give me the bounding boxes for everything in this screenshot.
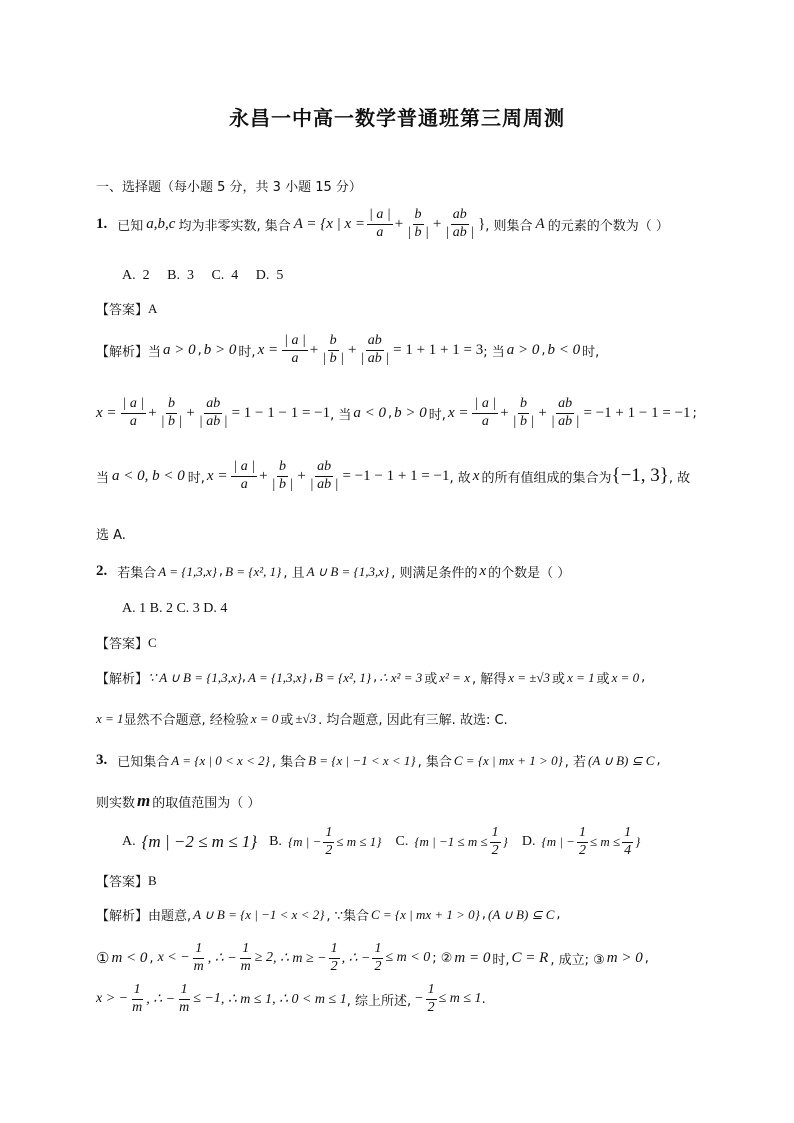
math-text: 时, xyxy=(582,344,600,360)
math-text: } xyxy=(502,834,508,850)
math-text: 若集合 xyxy=(117,566,157,581)
math-text: , xyxy=(641,670,646,685)
math-text: 由题意, xyxy=(148,909,192,924)
math-text: , xyxy=(656,753,661,768)
q2-options: A. 1 B. 2 C. 3 D. 4 xyxy=(122,601,228,616)
q1-options: A. 2 B. 3 C. 4 D. 5 xyxy=(122,268,284,283)
math-text: 则实数 xyxy=(96,795,136,811)
math-text: , 当 xyxy=(330,407,352,423)
math-text: | a | xyxy=(472,397,498,414)
math-text: 1 xyxy=(372,942,383,959)
math-text: | a | xyxy=(367,208,393,225)
math-text: + xyxy=(297,467,306,484)
math-text: b xyxy=(277,460,288,477)
math-text: C = {x | mx + 1 > 0} xyxy=(370,906,480,922)
math-text: ≤ m ≤ 1 xyxy=(438,991,482,1007)
q1-number: 1. xyxy=(96,215,108,232)
math-text: 1 xyxy=(132,983,143,1000)
math-text: x = ±√3 xyxy=(508,669,551,685)
math-text: a xyxy=(240,476,248,492)
fraction xyxy=(320,334,346,366)
math-text: a xyxy=(481,413,489,429)
math-text: 1 xyxy=(329,942,340,959)
fraction xyxy=(231,460,257,492)
math-text: , 集合 xyxy=(417,755,452,770)
fraction xyxy=(511,397,537,429)
math-text: m xyxy=(137,791,151,810)
math-text: m xyxy=(240,958,251,974)
math-text: a xyxy=(129,413,137,429)
math-text: , xyxy=(197,342,202,358)
math-text: 时, xyxy=(492,952,510,968)
math-text: a < 0, b < 0 xyxy=(112,467,185,484)
math-text: D. xyxy=(521,834,536,850)
answer-tag: 【答案】 xyxy=(96,875,149,890)
q2-analysis-line1 xyxy=(96,668,645,687)
q1-stem xyxy=(96,208,669,240)
math-text: | a | xyxy=(282,334,308,351)
q3-stem xyxy=(96,751,661,770)
math-text: ; 当 xyxy=(483,344,505,360)
math-text: m > 0 xyxy=(606,949,643,966)
math-text: x = xyxy=(447,404,469,421)
math-text: 的元素的个数为（ ） xyxy=(547,218,669,234)
math-text: , 若 xyxy=(564,755,587,770)
math-text: 2 xyxy=(578,842,586,858)
math-text: ① xyxy=(96,950,110,967)
math-text: b xyxy=(518,397,529,414)
q1-analysis-line2 xyxy=(96,397,697,429)
math-text: = −1 + 1 − 1 = −1 xyxy=(583,404,691,421)
math-text: ≤ m < 0 xyxy=(385,950,431,966)
math-text: x = 0 xyxy=(250,710,279,726)
math-text: ab xyxy=(315,460,333,477)
answer-value: C xyxy=(148,634,157,650)
q1-text: 均为非零实数, 集合 xyxy=(178,218,291,234)
math-text: 显然不合题意, 经检验 xyxy=(123,713,249,728)
math-text: , ∴ − xyxy=(207,950,237,966)
math-text: b xyxy=(413,208,424,225)
math-text: A = {1,3,x} xyxy=(248,669,307,685)
math-text: , xyxy=(481,907,486,922)
math-text: b xyxy=(328,334,339,351)
q1-fraction xyxy=(405,208,431,240)
math-text: a < 0 xyxy=(353,404,387,421)
page-title: 永昌一中高一数学普通班第三周周测 xyxy=(229,106,565,130)
math-text: 的所有值组成的集合为 xyxy=(481,470,612,486)
fraction xyxy=(121,397,147,429)
math-text: , ∵集合 xyxy=(326,909,369,924)
math-text: 1 xyxy=(240,942,251,959)
math-text: ab xyxy=(366,334,384,351)
math-text: + xyxy=(259,467,268,484)
math-text: x = 1 xyxy=(96,710,124,726)
math-text: (A ∪ B) ⊆ C xyxy=(488,906,555,922)
math-text: 或 xyxy=(424,672,438,687)
fraction xyxy=(622,826,633,858)
answer-value: B xyxy=(148,872,157,888)
math-text: m xyxy=(132,999,143,1015)
fraction xyxy=(426,983,437,1015)
math-text: m xyxy=(193,958,204,974)
math-text: , 故 xyxy=(668,470,691,486)
math-text: b > 0 xyxy=(203,341,237,358)
math-text: ≤ m ≤ 1} xyxy=(336,834,382,850)
math-text: , xyxy=(556,907,561,922)
math-text: , 集合 xyxy=(271,755,307,770)
math-text: b xyxy=(166,397,177,414)
math-text: ∵ A ∪ B = {1,3,x} xyxy=(148,669,242,685)
math-text: 或 xyxy=(280,713,294,728)
math-text: 当 xyxy=(96,470,110,486)
fraction xyxy=(329,942,340,974)
math-text: ab xyxy=(204,397,222,414)
q1-fraction xyxy=(367,208,393,240)
math-text: m xyxy=(179,999,190,1015)
fraction xyxy=(372,942,383,974)
math-text: , xyxy=(373,670,378,685)
q3-analysis-line2 xyxy=(96,942,649,974)
math-text: 时, xyxy=(428,407,446,423)
math-text: x = xyxy=(206,467,228,484)
math-text: 的个数是（ ） xyxy=(488,566,571,581)
math-text: a xyxy=(291,350,299,366)
math-text: , 故 xyxy=(449,470,471,486)
math-text: 已知集合 xyxy=(117,755,170,770)
math-text: 当 xyxy=(148,344,162,360)
math-text: ≤ −1 xyxy=(193,991,221,1007)
math-text: | b | xyxy=(512,413,535,429)
math-text: , 综上所述, xyxy=(346,993,412,1009)
math-text: {m | − xyxy=(287,834,322,850)
math-text: 1 xyxy=(193,942,204,959)
math-text: (A ∪ B) ⊆ C xyxy=(588,752,655,768)
math-text: , 且 xyxy=(283,566,305,581)
math-text: B = {x | −1 < x < 1} xyxy=(308,752,416,768)
q1-fraction xyxy=(443,208,476,240)
q3-number: 3. xyxy=(96,752,108,768)
math-text: a xyxy=(376,224,384,240)
q1-analysis-line1 xyxy=(96,334,599,366)
math-text: 2 xyxy=(427,999,435,1015)
math-text: | ab | xyxy=(445,224,475,240)
math-text: C = {x | mx + 1 > 0} xyxy=(453,752,563,768)
math-text: A = {x | 0 < x < 2} xyxy=(171,752,270,768)
q1-answer xyxy=(96,299,157,318)
q2-analysis-line2 xyxy=(96,709,508,728)
math-text: . xyxy=(481,991,486,1007)
math-text: , ∴ − xyxy=(146,991,176,1007)
math-text: 1 xyxy=(577,826,588,843)
math-text: x² = x xyxy=(439,669,470,685)
q2-stem xyxy=(96,562,570,581)
math-text: B = {x², 1} xyxy=(225,563,282,579)
math-text: A = {1,3,x} xyxy=(158,563,217,579)
q1-set-lhs: A = {x | x = xyxy=(293,215,366,232)
math-text: , xyxy=(218,564,224,579)
math-text: {m | −2 ≤ m ≤ 1} xyxy=(141,832,258,852)
math-text: 或 xyxy=(552,672,566,687)
fraction xyxy=(323,826,334,858)
math-text: {m | −1 ≤ m ≤ xyxy=(414,834,488,850)
math-text: 或 xyxy=(596,672,610,687)
math-text: + xyxy=(432,215,442,232)
math-text: b < 0 xyxy=(547,341,581,358)
math-text: | a | xyxy=(231,460,257,477)
math-text: + xyxy=(538,404,547,421)
math-text: ≤ m ≤ xyxy=(589,834,621,850)
math-text: , ∴ m ≥ − xyxy=(272,950,327,966)
q3-analysis-line3 xyxy=(96,983,486,1015)
math-text: x < − xyxy=(157,950,190,966)
math-text: 2 xyxy=(491,842,499,858)
math-text: C. xyxy=(395,834,409,850)
q3-options xyxy=(122,826,640,858)
answer-value: A xyxy=(148,300,158,316)
math-text: C = R xyxy=(511,949,549,966)
fraction xyxy=(177,983,191,1015)
math-text: A. xyxy=(122,834,136,850)
math-text: x xyxy=(479,563,487,579)
analysis-tag: 【解析】 xyxy=(96,672,149,687)
math-text: = −1 − 1 + 1 = −1 xyxy=(342,467,450,484)
fraction xyxy=(192,942,206,974)
math-text: , 成立; ③ xyxy=(550,952,605,968)
q1-text: 已知 xyxy=(117,218,144,234)
math-text: ∴ x² = 3 xyxy=(379,669,423,685)
math-text: x = xyxy=(96,404,117,421)
q3-answer xyxy=(96,871,157,890)
math-text: 时, xyxy=(238,344,256,360)
math-text: x xyxy=(472,467,480,484)
q1-analysis-line4: 选 A. xyxy=(96,528,126,543)
math-text: , 则集合 xyxy=(485,218,533,234)
math-text: a > 0 xyxy=(506,341,540,358)
q1-vars: a,b,c xyxy=(146,215,176,232)
q2-number: 2. xyxy=(96,563,108,579)
math-text: ≥ 2 xyxy=(254,950,273,966)
math-text: , xyxy=(541,342,546,358)
math-text: x = 0 xyxy=(611,669,640,685)
math-text: = 1 − 1 − 1 = −1 xyxy=(231,404,331,421)
math-text: A ∪ B = {1,3,x} xyxy=(306,563,390,579)
math-text: A xyxy=(535,215,545,232)
math-text: | ab | xyxy=(309,476,339,492)
fraction xyxy=(197,397,230,429)
math-text: 2 xyxy=(325,842,333,858)
math-text: + xyxy=(309,341,319,358)
math-text: 2 xyxy=(374,958,382,974)
math-text: {m | − xyxy=(541,834,575,850)
math-text: , xyxy=(644,950,649,966)
q2-answer xyxy=(96,633,157,652)
fraction xyxy=(270,460,296,492)
fraction xyxy=(358,334,391,366)
fraction xyxy=(490,826,501,858)
math-text: , xyxy=(308,670,313,685)
math-text: x > − xyxy=(96,991,129,1007)
math-text: . 均合题意, 因此有三解. 故选: C. xyxy=(318,713,508,728)
math-text: B = {x², 1} xyxy=(314,669,372,685)
math-text: , ∴ m ≤ 1 xyxy=(220,991,273,1007)
q3-analysis-line1 xyxy=(96,905,561,924)
math-text: , 解得 xyxy=(471,672,507,687)
fraction xyxy=(549,397,582,429)
math-text: , ∴ − xyxy=(341,950,371,966)
math-text: m < 0 xyxy=(111,949,148,966)
math-text: , xyxy=(149,950,154,966)
math-text: | b | xyxy=(271,476,294,492)
math-text: 4 xyxy=(624,842,632,858)
math-text: | ab | xyxy=(550,413,580,429)
math-text: , ∴ 0 < m ≤ 1 xyxy=(272,991,347,1007)
fraction xyxy=(282,334,308,366)
math-text: + xyxy=(394,215,404,232)
math-text: + xyxy=(347,341,357,358)
fraction xyxy=(239,942,253,974)
math-text: ab xyxy=(556,397,574,414)
math-text: = 1 + 1 + 1 = 3 xyxy=(393,341,484,358)
math-text: ; xyxy=(692,405,697,421)
math-text: } xyxy=(478,215,486,232)
math-text: 1 xyxy=(490,826,501,843)
math-text: b > 0 xyxy=(394,404,427,421)
math-text: B. xyxy=(269,834,282,850)
q1-analysis-line3 xyxy=(96,460,690,492)
answer-tag: 【答案】 xyxy=(96,637,149,652)
analysis-tag: 【解析】 xyxy=(96,909,149,924)
math-text: ; ② xyxy=(432,950,453,966)
analysis-tag: 【解析】 xyxy=(96,344,149,360)
math-text: | ab | xyxy=(198,413,228,429)
math-text: + xyxy=(186,404,195,421)
math-text: , 则满足条件的 xyxy=(391,566,478,581)
fraction xyxy=(130,983,144,1015)
math-text: 的取值范围为（ ） xyxy=(152,795,261,811)
math-text: 时, xyxy=(187,470,205,486)
math-text: | a | xyxy=(121,397,147,414)
section-heading: 一、选择题（每小题 5 分，共 3 小题 15 分） xyxy=(96,180,362,195)
math-text: 1 xyxy=(622,826,633,843)
q3-stem-line2 xyxy=(96,791,260,811)
math-text: } xyxy=(635,834,641,850)
math-text: x = 1 xyxy=(567,669,595,685)
math-text: | b | xyxy=(407,224,429,240)
math-text: m = 0 xyxy=(454,949,491,966)
math-text: ±√3 xyxy=(295,710,317,726)
math-text: x = xyxy=(257,341,279,358)
math-text: {−1, 3} xyxy=(611,465,669,487)
math-text: | b | xyxy=(322,350,344,366)
fraction xyxy=(472,397,498,429)
math-text: | ab | xyxy=(360,350,390,366)
fraction xyxy=(159,397,185,429)
math-text: , xyxy=(241,670,247,685)
math-text: 1 xyxy=(179,983,190,1000)
math-text: − xyxy=(414,991,424,1007)
answer-tag: 【答案】 xyxy=(96,303,149,318)
math-text: ab xyxy=(451,208,469,225)
math-text: | b | xyxy=(160,413,183,429)
math-text: a > 0 xyxy=(163,341,196,358)
fraction xyxy=(577,826,588,858)
math-text: 1 xyxy=(426,983,437,1000)
math-text: 1 xyxy=(323,826,334,843)
math-text: 2 xyxy=(330,958,338,974)
math-text: , xyxy=(388,405,393,421)
math-text: + xyxy=(500,404,509,421)
fraction xyxy=(308,460,341,492)
math-text: + xyxy=(148,404,157,421)
math-text: A ∪ B = {x | −1 < x < 2} xyxy=(193,906,325,922)
